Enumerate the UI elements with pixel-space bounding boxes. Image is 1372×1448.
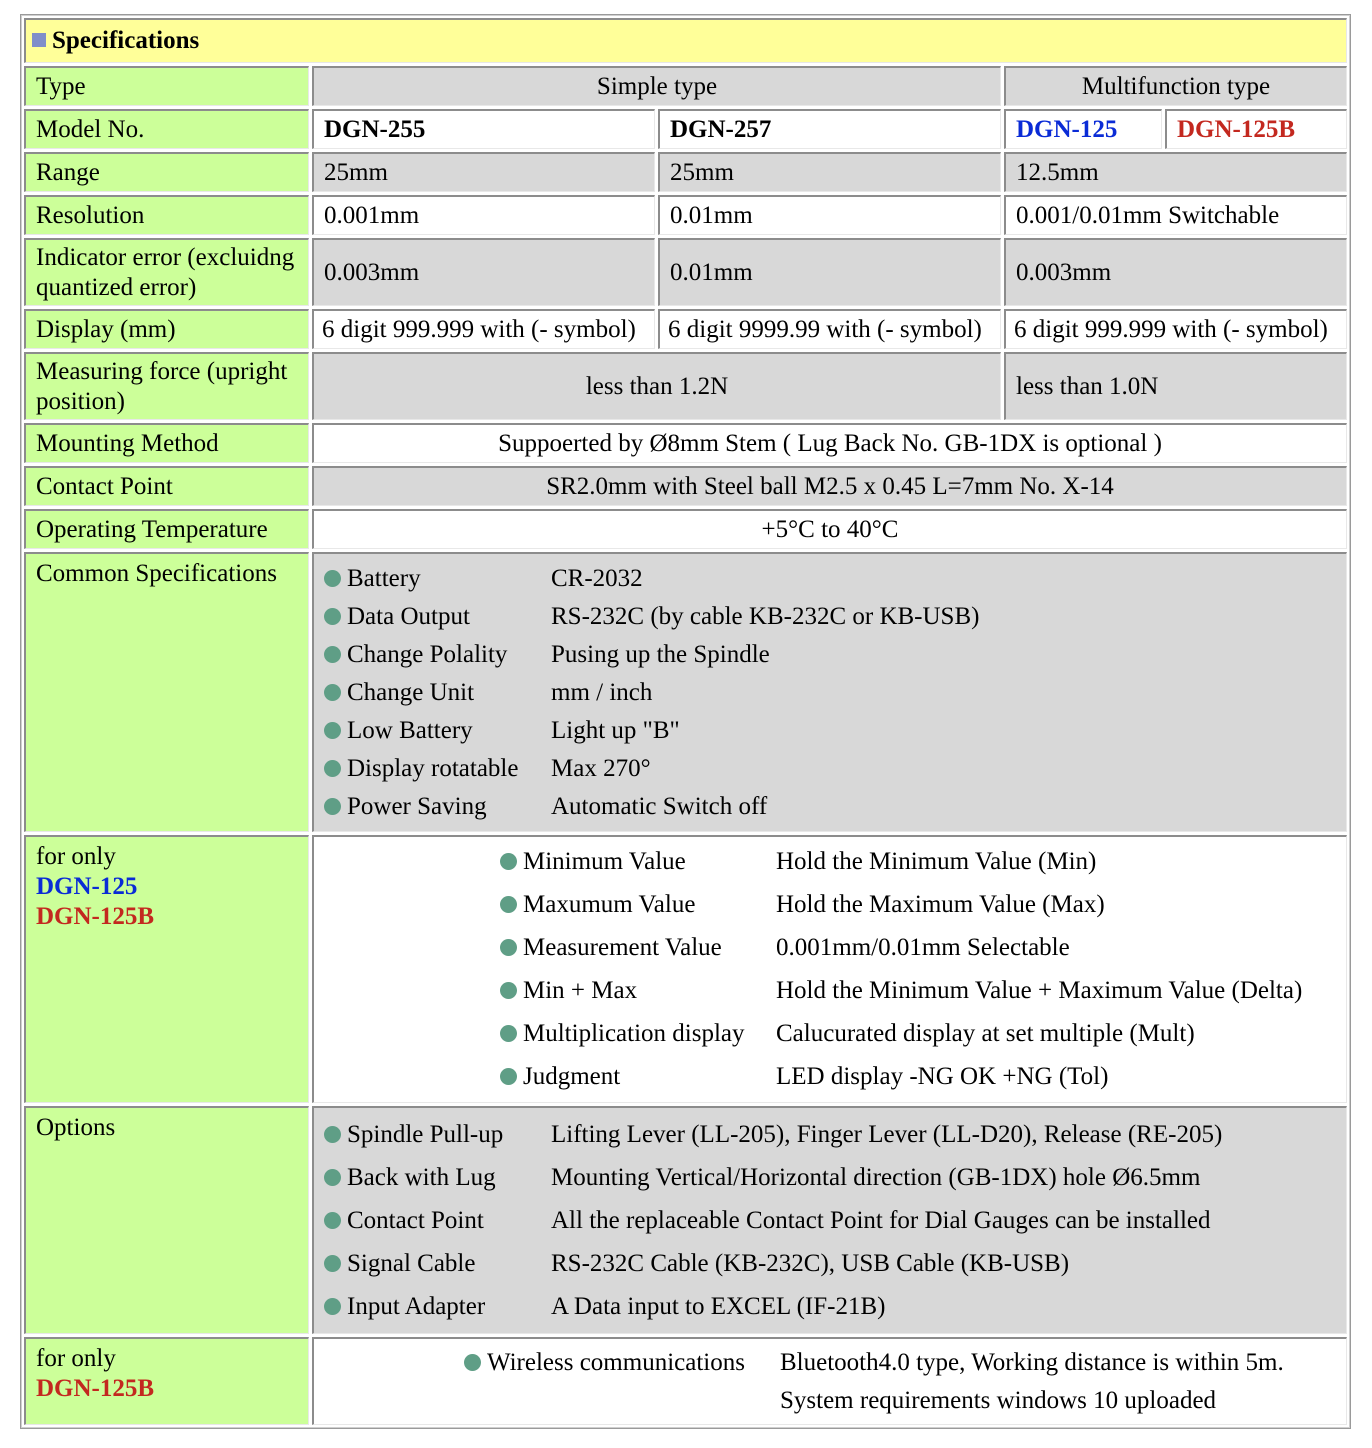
only-125-item-name: Minimum Value (523, 848, 686, 875)
measuring-force-multi: less than 1.0N (1004, 352, 1347, 420)
measuring-force-row (24, 352, 1347, 420)
option-item-value: RS-232C Cable (KB-232C), USB Cable (KB-USB) (551, 1249, 1070, 1277)
range-dgn-257: 25mm (658, 152, 1001, 192)
only-125-content (312, 835, 1347, 1103)
indicator-error-dgn-125: 0.003mm (1004, 238, 1347, 306)
bullet-icon (464, 1354, 481, 1371)
bullet-icon (324, 570, 341, 587)
simple-type-header: Simple type (312, 66, 1001, 106)
common-spec-item (324, 788, 979, 826)
indicator-error-dgn-255: 0.003mm (312, 238, 655, 306)
bullet-icon (324, 684, 341, 701)
option-item-value: Mounting Vertical/Horizontal direction (GB-1DX) hole Ø6.5mm (551, 1163, 1201, 1191)
bullet-icon (324, 1255, 341, 1272)
common-spec-item-name: Power Saving (347, 792, 487, 820)
common-specs-list (324, 560, 979, 826)
only-125-item-name: Multiplication display (523, 1020, 745, 1047)
common-spec-item-value: Light up "B" (551, 716, 680, 744)
common-spec-item-value: mm / inch (551, 678, 653, 706)
only-125-prefix: for only (36, 843, 116, 870)
bullet-icon (324, 1298, 341, 1315)
common-specs-row (24, 552, 1347, 832)
bullet-icon (500, 982, 517, 999)
type-row (24, 66, 1347, 106)
only-125-item-name: Measurement Value (523, 934, 722, 961)
only-125-item (500, 927, 1302, 970)
model-row (24, 109, 1347, 149)
temperature-value: +5°C to 40°C (312, 509, 1347, 549)
bullet-icon (324, 1126, 341, 1143)
measuring-force-simple: less than 1.2N (312, 352, 1001, 420)
bullet-icon (500, 1068, 517, 1085)
common-spec-item (324, 750, 979, 788)
bullet-icon (324, 646, 341, 663)
option-item (324, 1242, 1222, 1285)
common-spec-item-name: Display rotatable (347, 754, 519, 782)
only-125-item-value: Calucurated display at set multiple (Mult) (776, 1020, 1195, 1047)
bullet-icon (500, 896, 517, 913)
specifications-title: Specifications (24, 18, 1347, 63)
common-spec-item-name: Low Battery (347, 716, 473, 744)
option-item-value: All the replaceable Contact Point for Dial Gauges can be installed (551, 1206, 1211, 1234)
only-125-item (500, 1013, 1302, 1056)
bullet-icon (324, 1212, 341, 1229)
bullet-icon (500, 1025, 517, 1042)
model-label: Model No. (24, 109, 309, 149)
display-row (24, 309, 1347, 349)
option-item (324, 1156, 1222, 1199)
common-specs-content (312, 552, 1347, 832)
only-125-item-name: Judgment (523, 1063, 621, 1090)
options-list (324, 1113, 1222, 1328)
only-125b-item-name: Wireless communications (487, 1348, 745, 1376)
range-label: Range (24, 152, 309, 192)
bullet-icon (324, 760, 341, 777)
range-dgn-255: 25mm (312, 152, 655, 192)
bullet-icon (324, 798, 341, 815)
common-spec-item-value: CR-2032 (551, 564, 643, 592)
type-label: Type (24, 66, 309, 106)
common-spec-item-value: Automatic Switch off (551, 792, 768, 820)
model-dgn-255: DGN-255 (312, 109, 655, 149)
resolution-dgn-257: 0.01mm (658, 195, 1001, 235)
option-item-name: Signal Cable (347, 1249, 476, 1277)
options-content (312, 1106, 1347, 1334)
common-spec-item-name: Data Output (347, 602, 470, 630)
only-125-item-value: Hold the Maximum Value (Max) (776, 891, 1105, 918)
only-125-item (500, 1056, 1302, 1099)
only-125-item (500, 970, 1302, 1013)
temperature-label: Operating Temperature (24, 509, 309, 549)
multifunction-type-header: Multifunction type (1004, 66, 1347, 106)
option-item-name: Spindle Pull-up (347, 1120, 504, 1148)
common-spec-item-value: Max 270° (551, 754, 651, 782)
option-item (324, 1285, 1222, 1328)
common-specs-label: Common Specifications (24, 552, 309, 832)
common-spec-item-name: Change Unit (347, 678, 475, 706)
option-item (324, 1199, 1222, 1242)
common-spec-item (324, 712, 979, 750)
model-dgn-125: DGN-125 (1004, 109, 1162, 149)
only-125b-row (24, 1337, 1347, 1425)
option-item-name: Input Adapter (347, 1292, 486, 1320)
only-125-label (24, 835, 309, 1103)
common-spec-item-value: RS-232C (by cable KB-232C or KB-USB) (551, 602, 980, 630)
contact-point-label: Contact Point (24, 466, 309, 506)
option-item-value: Lifting Lever (LL-205), Finger Lever (LL-D20), Release (RE-205) (551, 1120, 1223, 1148)
common-spec-item-name: Change Polality (347, 640, 508, 668)
bullet-icon (500, 939, 517, 956)
contact-point-row (24, 466, 1347, 506)
only-125-item-value: 0.001mm/0.01mm Selectable (776, 934, 1070, 961)
mounting-value: Suppoerted by Ø8mm Stem ( Lug Back No. GB-1DX is optional ) (312, 423, 1347, 463)
model-dgn-125b: DGN-125B (1165, 109, 1347, 149)
common-spec-item-name: Battery (347, 564, 421, 592)
only-125b-item (464, 1344, 780, 1382)
only-125b-value-2: System requirements windows 10 uploaded (780, 1386, 1217, 1414)
contact-point-value: SR2.0mm with Steel ball M2.5 x 0.45 L=7mm No. X-14 (312, 466, 1347, 506)
only-125-model-b: DGN-125B (36, 903, 155, 930)
options-row (24, 1106, 1347, 1334)
only-125b-prefix: for only (36, 1345, 116, 1372)
common-spec-item (324, 560, 979, 598)
only-125-model-a: DGN-125 (36, 873, 138, 900)
measuring-force-label: Measuring force (upright position) (24, 352, 309, 420)
title-row (24, 18, 1347, 63)
only-125-item-value: Hold the Minimum Value + Maximum Value (Delta) (776, 977, 1303, 1004)
resolution-row (24, 195, 1347, 235)
only-125b-model: DGN-125B (36, 1375, 155, 1402)
display-dgn-125: 6 digit 999.999 with (- symbol) (1004, 309, 1347, 349)
only-125b-list (464, 1344, 1284, 1420)
bullet-icon (324, 722, 341, 739)
square-bullet-icon (32, 33, 46, 47)
resolution-dgn-125: 0.001/0.01mm Switchable (1004, 195, 1347, 235)
display-label: Display (mm) (24, 309, 309, 349)
only-125b-label (24, 1337, 309, 1425)
range-dgn-125: 12.5mm (1004, 152, 1347, 192)
indicator-error-dgn-257: 0.01mm (658, 238, 1001, 306)
only-125-item-value: LED display -NG OK +NG (Tol) (776, 1063, 1109, 1090)
common-spec-item-value: Pusing up the Spindle (551, 640, 770, 668)
indicator-error-label: Indicator error (excluidng quantized error) (24, 238, 309, 306)
option-item (324, 1113, 1222, 1156)
temperature-row (24, 509, 1347, 549)
display-dgn-257: 6 digit 9999.99 with (- symbol) (658, 309, 1001, 349)
only-125-list (500, 841, 1302, 1099)
option-item-name: Contact Point (347, 1206, 484, 1234)
only-125-item (500, 884, 1302, 927)
option-item-name: Back with Lug (347, 1163, 496, 1191)
only-125-row (24, 835, 1347, 1103)
common-spec-item (324, 674, 979, 712)
mounting-label: Mounting Method (24, 423, 309, 463)
common-spec-item (324, 598, 979, 636)
only-125b-content (312, 1337, 1347, 1425)
only-125-item-value: Hold the Minimum Value (Min) (776, 848, 1097, 875)
display-dgn-255: 6 digit 999.999 with (- symbol) (312, 309, 655, 349)
model-dgn-257: DGN-257 (658, 109, 1001, 149)
range-row (24, 152, 1347, 192)
bullet-icon (324, 1169, 341, 1186)
option-item-value: A Data input to EXCEL (IF-21B) (551, 1292, 886, 1320)
common-spec-item (324, 636, 979, 674)
bullet-icon (324, 608, 341, 625)
only-125-item-name: Maxumum Value (523, 891, 696, 918)
only-125-item-name: Min + Max (523, 977, 638, 1004)
indicator-error-row (24, 238, 1347, 306)
specifications-table (20, 14, 1351, 1429)
options-label: Options (24, 1106, 309, 1334)
resolution-dgn-255: 0.001mm (312, 195, 655, 235)
only-125-item (500, 841, 1302, 884)
resolution-label: Resolution (24, 195, 309, 235)
only-125b-value-1: Bluetooth4.0 type, Working distance is within 5m. (780, 1348, 1284, 1376)
bullet-icon (500, 853, 517, 870)
mounting-row (24, 423, 1347, 463)
